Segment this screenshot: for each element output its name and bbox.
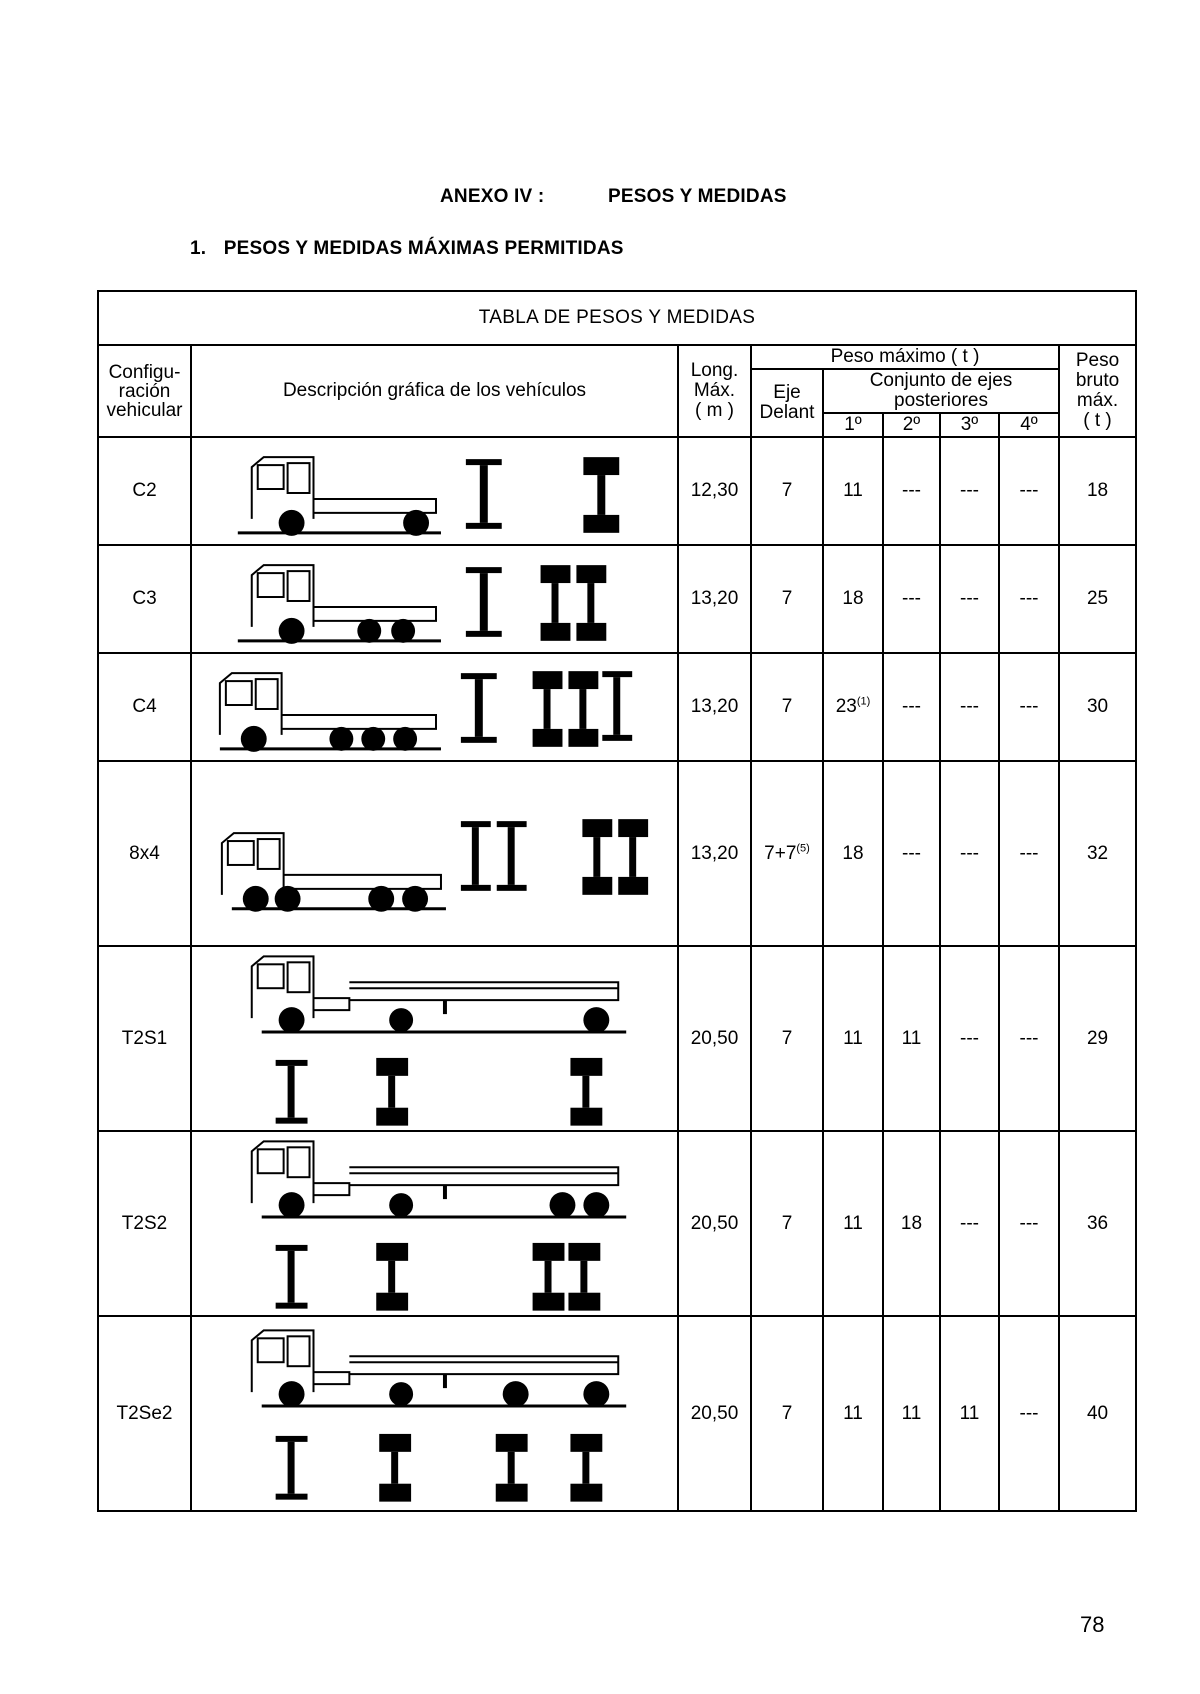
cell-axle-4: --- xyxy=(999,545,1059,653)
cell-config: C3 xyxy=(98,545,191,653)
cell-axle-1: 11 xyxy=(823,437,883,545)
tractor-semitrailer-t2s1-icon xyxy=(191,946,678,1131)
header-axle-2: 2º xyxy=(883,413,940,437)
section-heading xyxy=(190,238,624,260)
tractor-semitrailer-t2s2-icon xyxy=(191,1131,678,1316)
header-gross-weight xyxy=(1059,345,1136,437)
truck-8x4-icon xyxy=(191,761,678,946)
header-axle-4: 4º xyxy=(999,413,1059,437)
header-axle-3: 3º xyxy=(940,413,999,437)
cell-axle-3: --- xyxy=(940,761,999,946)
cell-gross: 29 xyxy=(1059,946,1136,1131)
table-row xyxy=(98,653,1136,761)
header-length-line1: Long. xyxy=(690,360,739,381)
header-length-line3: ( m ) xyxy=(694,400,735,421)
cell-length: 13,20 xyxy=(678,545,751,653)
cell-axle-2: --- xyxy=(883,653,940,761)
page-number: 78 xyxy=(1080,1612,1105,1637)
cell-axle-2: --- xyxy=(883,761,940,946)
header-config-line3: vehicular xyxy=(106,399,183,421)
cell-gross: 32 xyxy=(1059,761,1136,946)
header-front-line2: Delant xyxy=(759,402,815,423)
truck-2-axle-icon xyxy=(191,437,678,545)
table-row xyxy=(98,946,1136,1131)
cell-length: 20,50 xyxy=(678,1131,751,1316)
cell-gross: 40 xyxy=(1059,1316,1136,1511)
header-rear-line2: posteriores xyxy=(894,390,988,411)
cell-front-axle: 7 xyxy=(751,1131,823,1316)
cell-axle-1: 11 xyxy=(823,946,883,1131)
header-config-line1: Configu- xyxy=(108,361,181,383)
tractor-semitrailer-t2se2-icon xyxy=(191,1316,678,1511)
cell-axle-2: 11 xyxy=(883,946,940,1131)
table-row xyxy=(98,545,1136,653)
cell-gross: 36 xyxy=(1059,1131,1136,1316)
table-title: TABLA DE PESOS Y MEDIDAS xyxy=(98,291,1136,345)
header-length xyxy=(678,345,751,437)
annex-title: PESOS Y MEDIDAS xyxy=(608,186,787,207)
cell-front-axle: $7+7^{(5)}$ xyxy=(751,761,823,946)
cell-front-axle: 7 xyxy=(751,946,823,1131)
cell-length: 13,20 xyxy=(678,761,751,946)
header-description: Descripción gráfica de los vehículos xyxy=(191,345,678,437)
truck-3-axle-icon xyxy=(191,545,678,653)
header-axle-1: 1º xyxy=(823,413,883,437)
table-row xyxy=(98,1131,1136,1316)
cell-axle-3: --- xyxy=(940,946,999,1131)
cell-axle-1: 18 xyxy=(823,761,883,946)
cell-front-axle: 7 xyxy=(751,653,823,761)
cell-axle-3: --- xyxy=(940,653,999,761)
cell-config: 8x4 xyxy=(98,761,191,946)
cell-axle-4: --- xyxy=(999,1131,1059,1316)
cell-axle-4: --- xyxy=(999,437,1059,545)
cell-gross: 30 xyxy=(1059,653,1136,761)
cell-axle-2: --- xyxy=(883,437,940,545)
cell-axle-3: --- xyxy=(940,545,999,653)
table-row xyxy=(98,437,1136,545)
cell-axle-3: --- xyxy=(940,1131,999,1316)
header-front-line1: Eje xyxy=(773,382,801,403)
cell-config: T2Se2 xyxy=(98,1316,191,1511)
cell-axle-4: --- xyxy=(999,761,1059,946)
cell-front-axle: 7 xyxy=(751,1316,823,1511)
cell-axle-1: 23$^{(1)}$ xyxy=(823,653,883,761)
cell-axle-4: --- xyxy=(999,946,1059,1131)
cell-gross: 18 xyxy=(1059,437,1136,545)
section-title: PESOS Y MEDIDAS MÁXIMAS PERMITIDAS xyxy=(223,238,624,259)
header-length-line2: Máx. xyxy=(693,380,736,401)
truck-4-axle-icon xyxy=(191,653,678,761)
cell-axle-1: 11 xyxy=(823,1316,883,1511)
section-number: 1. xyxy=(190,238,207,259)
table-row xyxy=(98,1316,1136,1511)
cell-gross: 25 xyxy=(1059,545,1136,653)
annex-label: ANEXO IV : xyxy=(440,186,545,207)
cell-length: 20,50 xyxy=(678,1316,751,1511)
weights-measures-table xyxy=(97,290,1137,1512)
cell-config: T2S2 xyxy=(98,1131,191,1316)
cell-length: 13,20 xyxy=(678,653,751,761)
table-row xyxy=(98,761,1136,946)
cell-axle-4: --- xyxy=(999,1316,1059,1511)
cell-axle-3: --- xyxy=(940,437,999,545)
cell-front-axle: 7 xyxy=(751,545,823,653)
header-front-axle xyxy=(751,369,823,437)
header-gross-line3: máx. xyxy=(1076,390,1119,411)
cell-config: C2 xyxy=(98,437,191,545)
cell-config: C4 xyxy=(98,653,191,761)
cell-axle-1: 11 xyxy=(823,1131,883,1316)
header-gross-line2: bruto xyxy=(1075,370,1120,391)
header-gross-line4: ( t ) xyxy=(1083,410,1112,431)
cell-axle-2: 11 xyxy=(883,1316,940,1511)
header-rear-axles xyxy=(823,369,1059,413)
cell-axle-2: 18 xyxy=(883,1131,940,1316)
cell-front-axle: 7 xyxy=(751,437,823,545)
cell-length: 20,50 xyxy=(678,946,751,1131)
header-rear-line1: Conjunto de ejes xyxy=(869,370,1013,391)
header-max-weight: Peso máximo ( t ) xyxy=(751,345,1059,369)
header-config-line2: ración xyxy=(118,380,171,402)
cell-axle-4: --- xyxy=(999,653,1059,761)
cell-length: 12,30 xyxy=(678,437,751,545)
cell-axle-3: 11 xyxy=(940,1316,999,1511)
cell-config: T2S1 xyxy=(98,946,191,1131)
cell-axle-1: 18 xyxy=(823,545,883,653)
header-gross-line1: Peso xyxy=(1075,350,1120,371)
cell-axle-2: --- xyxy=(883,545,940,653)
header-config xyxy=(98,345,191,437)
